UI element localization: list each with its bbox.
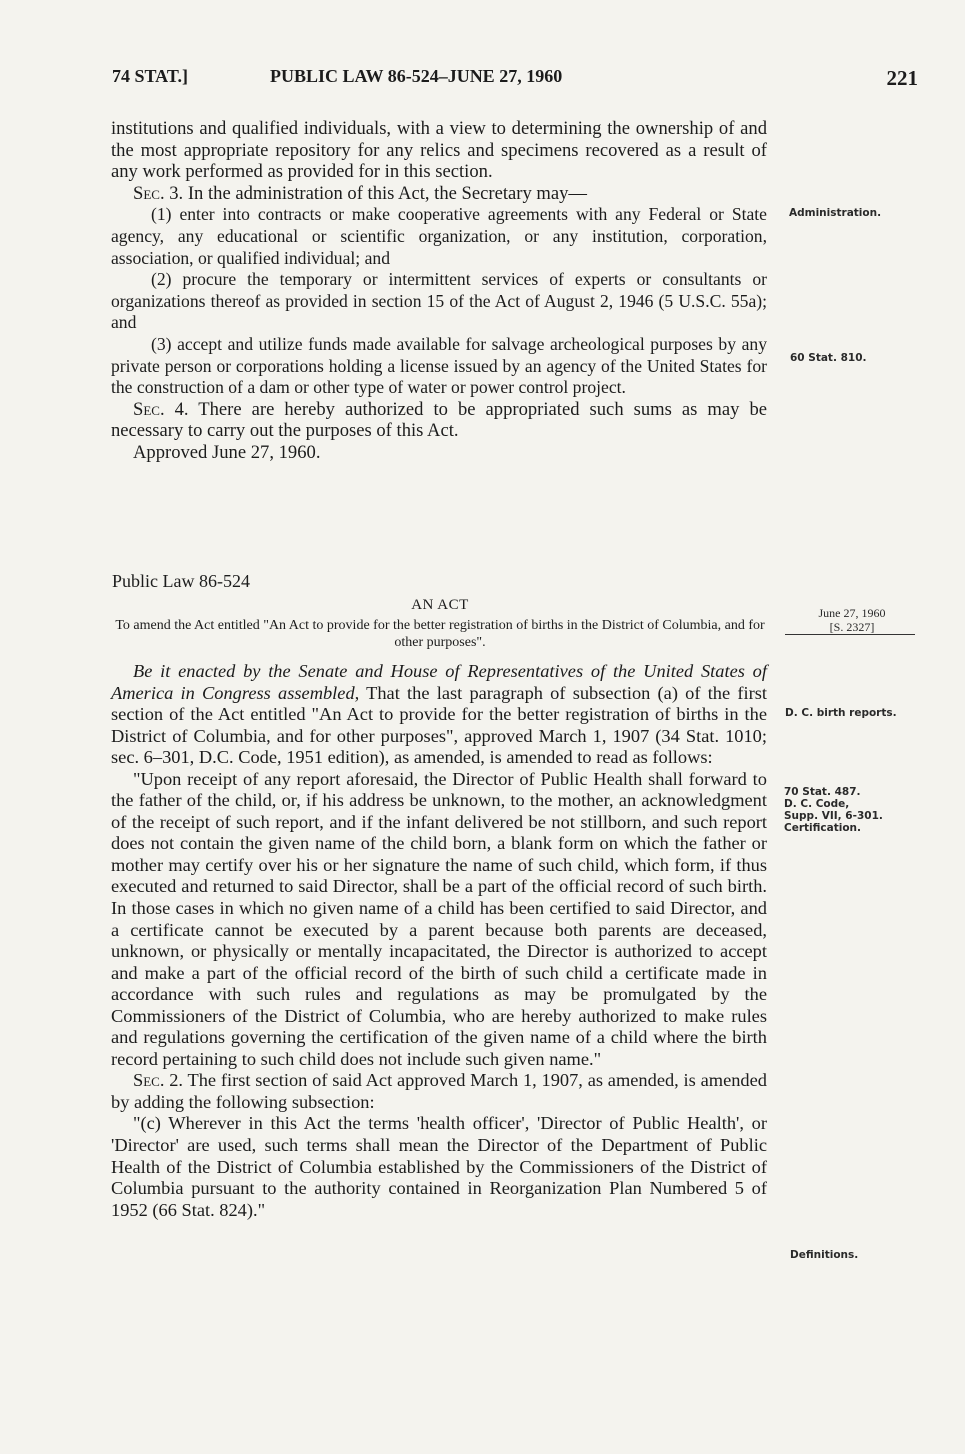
enacting-formula: Be it enacted by the Senate and House of Representatives of the United States of America in Congress assembled, [111,661,767,703]
section-4-label: Sec. 4. [133,398,189,420]
margin-note-definitions: Definitions. [790,1249,859,1261]
law-title: Public Law 86-524 [112,571,250,591]
section-3 [111,183,767,205]
enacting-clause [111,661,767,769]
margin-stat-487: 70 Stat. 487. [784,786,861,798]
section-3-text: In the administration of this Act, the Secretary may— [183,182,587,204]
margin-divider [785,634,915,635]
section-3-item-3: (3) accept and utilize funds made available for salvage archeological purposes by any private person or corporations holding a license issued by an agency of the United States for the construction of a dam or other type of water or power control project. [111,333,767,398]
approval-line: Approved June 27, 1960. [133,441,321,463]
margin-bill-number: [S. 2327] [829,620,875,634]
page-number: 221 [886,66,918,90]
margin-note-stat-810: 60 Stat. 810. [790,352,867,364]
section-3-item-1: (1) enter into contracts or make cooperative agreements with any Federal or State agency, any educational or scientific organization, or any institution, corporation, association, or qualified individual; and [111,204,767,268]
enacting-text: That the last paragraph of subsection (a) of the first section of the Act entitled "An Act to provide for the better registration of births in the District of Columbia, and for other purposes", approved March 1, 1907 (34 Stat. 1010; sec. 6–301, D.C. Code, 1951 edition), as amended, is amended to read as follows: [111,682,767,768]
section-3-label: Sec. 3. [133,182,184,204]
margin-note-citations [784,786,914,834]
running-header [112,66,918,96]
subsection-c: "(c) Wherever in this Act the terms 'health officer', 'Director of Public Health', or 'Director' are used, such terms shall mean the Director of the Department of Public Health of the District of Columbia established by the Commissioners of the District of Columbia pursuant to the authority contained in Reorganization Plan Numbered 5 of 1952 (66 Stat. 824)." [111,1113,767,1220]
section-4-text: There are hereby authorized to be appropriated such sums as may be necessary to carry out the purposes of this Act. [111,398,767,442]
margin-certification: Certification. [784,822,862,834]
section-2-text: The first section of said Act approved March 1, 1907, as amended, is amended by adding the following subsection: [111,1070,767,1112]
section-2 [111,1070,767,1113]
margin-dc-code: D. C. Code, [784,798,850,810]
act-description: To amend the Act entitled "An Act to provide for the better registration of births in the District of Columbia, and for other purposes". [115,618,765,650]
act-label: AN ACT [411,597,469,613]
header-volume: 74 STAT.] [112,66,189,86]
margin-note-date [790,606,914,634]
margin-note-birth-reports: D. C. birth reports. [785,707,897,719]
quoted-amendment: "Upon receipt of any report aforesaid, the Director of Public Health shall forward to the father of the child, or, if his address be unknown, to the mother, an acknowledgment of the receipt of such report, and if the infant delivered be not stillborn, and such report does not contain the given name of the child born, a blank form on which the father or mother may certify over his or her signature the name of such child, which form, if thus executed and returned to said Director, shall be a part of the official record of such birth. In those cases in which no given name of a child has been certified to said Director, and a certificate cannot be executed by a parent because both parents are deceased, unknown, or physically or mentally incapacitated, the Director is authorized to accept and make a part of the official record of the birth of such child a certificate made in accordance with such rules and regulations as may be promulgated by the Commissioners of the District of Columbia, who are hereby authorized to make rules and regulations governing the certification of the given name of a child where the birth record pertaining to such child does not include such given name." [111,768,767,1069]
law-text [111,661,767,1221]
margin-supp: Supp. VII, 6-301. [784,810,883,822]
section-2-label: Sec. 2. [133,1070,184,1091]
margin-note-administration: Administration. [789,207,882,219]
margin-date: June 27, 1960 [818,606,886,620]
section-4 [111,399,767,442]
section-3-item-2: (2) procure the temporary or intermittent services of experts or consultants or organizations thereof as provided in section 15 of the Act of August 2, 1946 (5 U.S.C. 55a); and [111,269,767,333]
header-title: PUBLIC LAW 86-524–JUNE 27, 1960 [270,66,563,86]
continued-paragraph: institutions and qualified individuals, with a view to determining the ownership of and the most appropriate repository for any relics and specimens recovered as a result of any work performed as provided for in this section. [111,118,767,183]
previous-law-text [111,118,767,464]
